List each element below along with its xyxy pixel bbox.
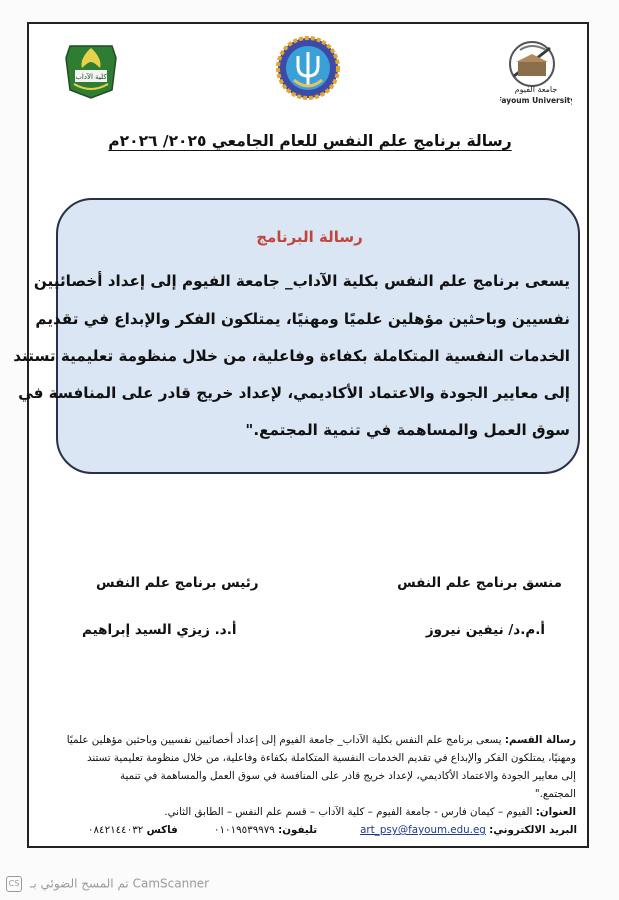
box-line: إلى معايير الجودة والاعتماد الأكاديمي، لإعداد خريج قادر على المنافسة في [18, 384, 570, 402]
footer-mission-line: ومهنيًا، يمتلكون الفكر والإبداع في تقديم الخدمات النفسية المتكاملة بكفاءة وفاعلية، من خلال منظومة تعليمية تستند [86, 752, 576, 764]
faculty-logo [60, 38, 122, 100]
footer-mission-line: إلى معايير الجودة والاعتماد الأكاديمي، لإعداد خريج قادر على المنافسة في سوق العمل والمساهمة في تنمية [120, 770, 576, 782]
faculty-logo-text: كلية الآداب [75, 73, 107, 81]
university-name-en: Fayoum University [500, 96, 572, 105]
head-role: رئيس برنامج علم النفس [96, 575, 259, 591]
camscanner-watermark [6, 876, 209, 892]
footer-fax-label: فاكس [146, 824, 178, 836]
footer-mission-line [38, 734, 576, 746]
psychology-logo [276, 36, 340, 100]
box-heading: رسالة البرنامج [256, 228, 363, 246]
footer-fax-line [88, 824, 178, 836]
box-line: سوق العمل والمساهمة في تنمية المجتمع." [245, 421, 570, 439]
camscanner-icon: CS [6, 876, 22, 892]
footer-phone-line [214, 824, 317, 836]
footer-phone-label: تليفون: [278, 824, 318, 836]
footer-address-line [38, 806, 576, 818]
document-title: رسالة برنامج علم النفس للعام الجامعي ٢٠٢٥/ ٢٠٢٦م [108, 132, 512, 150]
footer-email-link[interactable]: art_psy@fayoum.edu.eg [360, 824, 486, 836]
box-line: الخدمات النفسية المتكاملة بكفاءة وفاعلية، من خلال منظومة تعليمية تستند [13, 347, 570, 365]
camscanner-text: تم المسح الضوئي بـ CamScanner [29, 876, 210, 891]
footer-phone: ٠١٠١٩٥٣٩٩٧٩ [214, 824, 275, 836]
footer-fax: ٠٨٤٢١٤٤٠٣٢ [88, 824, 144, 836]
coordinator-name: أ.م.د/ نيفين نيروز [425, 622, 545, 638]
box-line: نفسيين وباحثين مؤهلين علميًا ومهنيًا، يمتلكون الفكر والإبداع في تقديم [35, 310, 570, 328]
footer-address-label: العنوان: [535, 806, 576, 818]
footer-mission-line: المجتمع." [534, 788, 576, 800]
footer-mission-label: رسالة القسم: [504, 734, 576, 746]
footer-address: الفيوم – كيمان فارس - جامعة الفيوم – كلية الآداب – قسم علم النفس – الطابق الثاني. [164, 806, 533, 818]
university-logo-text: جامعة الفيوم [514, 85, 558, 94]
footer-mission-text: يسعى برنامج علم النفس بكلية الآداب_ جامعة الفيوم إلى إعداد أخصائيين نفسيين وباحثين مؤهلين علميًا [66, 734, 502, 746]
box-line: يسعى برنامج علم النفس بكلية الآداب_ جامعة الفيوم إلى إعداد أخصائيين [33, 272, 570, 290]
footer-email-label: البريد الالكتروني: [489, 824, 577, 836]
head-name: أ.د. زيزي السيد إبراهيم [82, 622, 237, 638]
coordinator-role: منسق برنامج علم النفس [397, 575, 562, 591]
footer-email-line [360, 824, 577, 836]
university-logo [500, 36, 572, 108]
